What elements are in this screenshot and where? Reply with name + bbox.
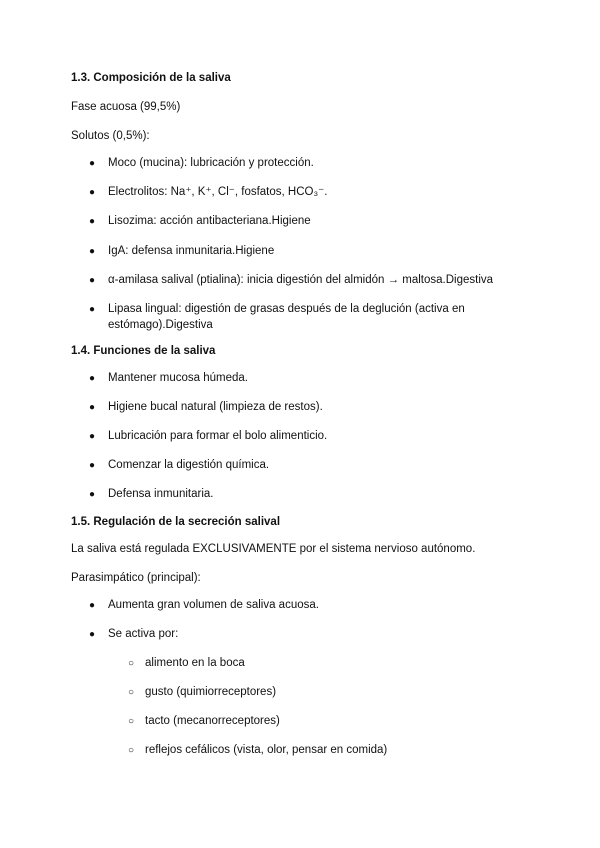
list-item: Se activa por:: [108, 628, 179, 640]
sub-bullet-marker: ○: [128, 716, 135, 727]
sub-list-item: tacto (mecanorreceptores): [145, 715, 280, 727]
list-item: Comenzar la digestión química.: [108, 459, 270, 471]
sub-list-item: alimento en la boca: [145, 657, 245, 669]
list-item: IgA: defensa inmunitaria.Higiene: [108, 245, 275, 257]
bullet-marker: ●: [89, 187, 96, 198]
bullet-marker: ●: [89, 158, 96, 169]
bullet-marker: ●: [89, 431, 96, 442]
paragraph: La saliva está regulada EXCLUSIVAMENTE por el sistema nervioso autónomo.: [71, 543, 476, 555]
paragraph: Parasimpático (principal):: [71, 572, 201, 584]
bullet-marker: ●: [89, 402, 96, 413]
bullet-marker: ●: [89, 304, 96, 315]
list-item: Lipasa lingual: digestión de grasas después de la deglución (activa en: [108, 303, 465, 315]
bullet-marker: ●: [89, 489, 96, 500]
list-item-continuation: estómago).Digestiva: [108, 319, 213, 331]
sub-bullet-marker: ○: [128, 658, 135, 669]
section-heading: 1.3. Composición de la saliva: [71, 72, 231, 84]
list-item: Aumenta gran volumen de saliva acuosa.: [108, 599, 319, 611]
list-item: Higiene bucal natural (limpieza de restos).: [108, 401, 323, 413]
bullet-marker: ●: [89, 629, 96, 640]
list-item: Lubricación para formar el bolo alimenticio.: [108, 430, 328, 442]
bullet-marker: ●: [89, 373, 96, 384]
bullet-marker: ●: [89, 600, 96, 611]
bullet-marker: ●: [89, 246, 96, 257]
list-item: Moco (mucina): lubricación y protección.: [108, 157, 314, 169]
list-item: α-amilasa salival (ptialina): inicia digestión del almidón → maltosa.Digestiva: [108, 274, 494, 286]
sub-list-item: gusto (quimiorreceptores): [145, 686, 277, 698]
list-item: Defensa inmunitaria.: [108, 488, 214, 500]
section-heading: 1.4. Funciones de la saliva: [71, 345, 216, 357]
list-item: Electrolitos: Na⁺, K⁺, Cl⁻, fosfatos, HCO₃⁻.: [108, 186, 328, 198]
list-item: Lisozima: acción antibacteriana.Higiene: [108, 215, 311, 227]
sub-list-item: reflejos cefálicos (vista, olor, pensar en comida): [145, 744, 388, 756]
bullet-marker: ●: [89, 216, 96, 227]
paragraph: Solutos (0,5%):: [71, 130, 150, 142]
sub-bullet-marker: ○: [128, 687, 135, 698]
bullet-marker: ●: [89, 275, 96, 286]
list-item: Mantener mucosa húmeda.: [108, 372, 248, 384]
bullet-marker: ●: [89, 460, 96, 471]
sub-bullet-marker: ○: [128, 745, 135, 756]
paragraph: Fase acuosa (99,5%): [71, 101, 181, 113]
section-heading: 1.5. Regulación de la secreción salival: [71, 516, 281, 528]
